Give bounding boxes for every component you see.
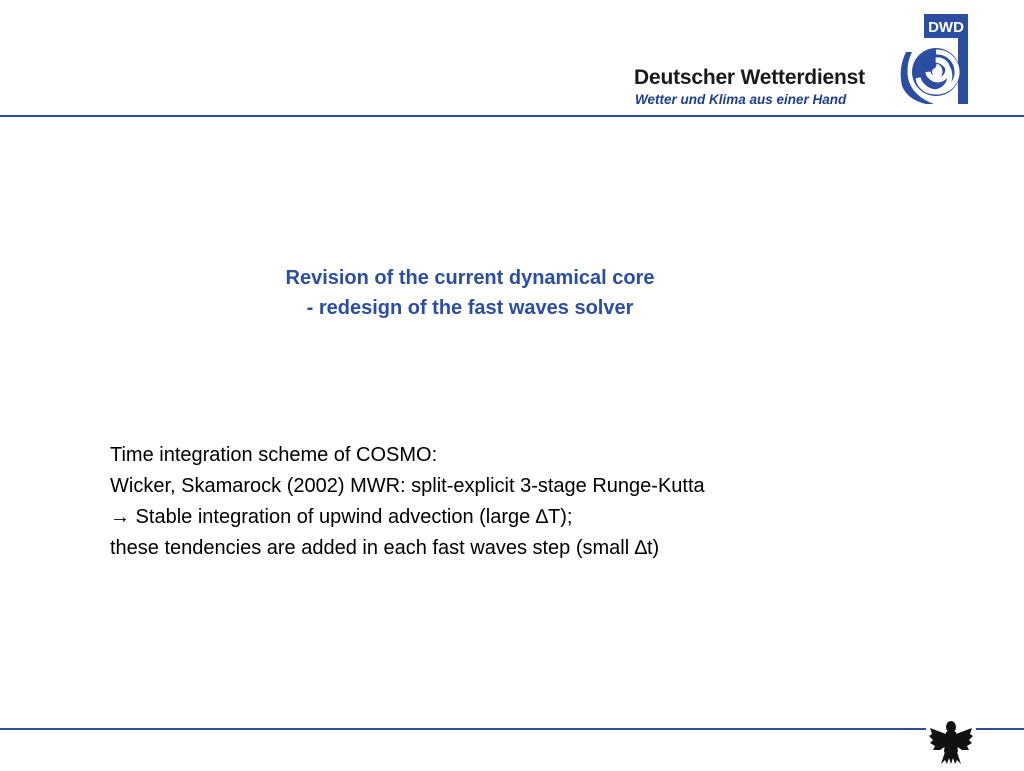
organization-tagline: Wetter und Klima aus einer Hand [635,92,847,107]
footer-divider-end [976,728,1024,730]
body-line-4: these tendencies are added in each fast waves step (small ∆t) [110,537,660,559]
header-divider [0,115,1024,117]
body-line-2: Wicker, Skamarock (2002) MWR: split-explicit 3-stage Runge-Kutta [110,475,705,497]
logo-text: DWD [928,19,964,36]
body-line-1: Time integration scheme of COSMO: [110,444,438,466]
body-line-3: → Stable integration of upwind advection (large ∆T); [110,506,573,528]
dwd-spiral-logo-icon [894,12,970,106]
footer-divider [0,728,926,730]
federal-eagle-icon [928,718,974,766]
organization-name: Deutscher Wetterdienst [634,66,865,89]
title-line-1: Revision of the current dynamical core [285,267,655,289]
slide-title [0,263,940,323]
title-line-2: - redesign of the fast waves solver [306,297,634,319]
slide-body [110,440,970,564]
dwd-logo [894,12,970,106]
